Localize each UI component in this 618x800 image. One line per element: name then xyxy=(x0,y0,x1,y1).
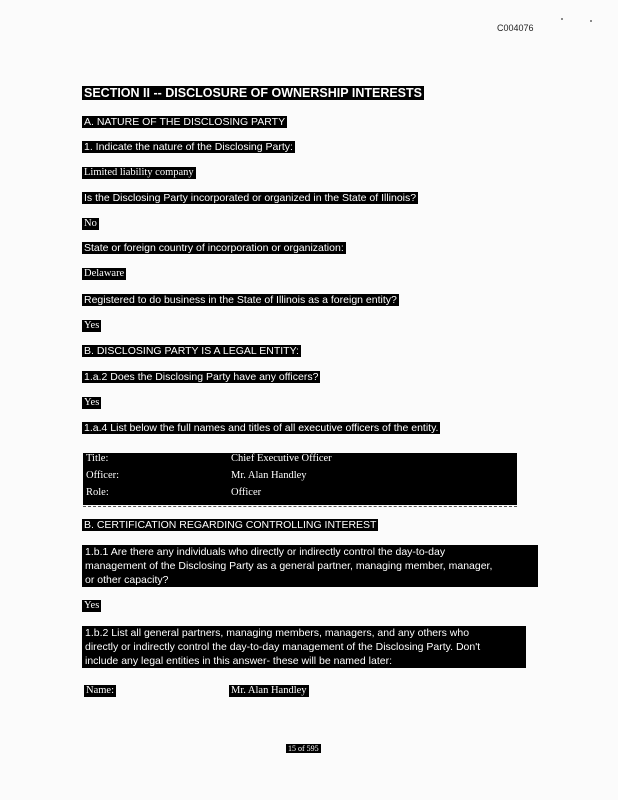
question-line: directly or indirectly control the day-to-day management of the Disclosing Party. Don't xyxy=(85,641,481,653)
question-incorporated xyxy=(82,192,418,204)
certification-heading xyxy=(82,519,378,531)
question-controlling-list xyxy=(82,626,526,668)
question-line: or other capacity? xyxy=(85,574,169,586)
question-line: 1.b.1 Are there any individuals who directly or indirectly control the day-to-day xyxy=(85,546,446,558)
section-title-text: SECTION II -- DISCLOSURE OF OWNERSHIP INTERESTS xyxy=(84,86,422,100)
question-registered xyxy=(82,294,399,306)
part-b-heading-text: B. DISCLOSING PARTY IS A LEGAL ENTITY: xyxy=(84,345,299,357)
officer-table xyxy=(83,453,517,505)
page-number: 15 of 595 xyxy=(288,744,319,753)
officer-row-role xyxy=(86,487,517,501)
question-state xyxy=(82,242,346,254)
table-divider xyxy=(83,506,517,507)
answer-controlling-individuals-text: Yes xyxy=(84,600,100,611)
question-officers xyxy=(82,371,320,383)
name-value-text: Mr. Alan Handley xyxy=(231,685,307,696)
scan-speck xyxy=(561,18,563,20)
answer-incorporated xyxy=(82,218,99,230)
answer-officers-text: Yes xyxy=(84,397,100,408)
part-b-heading xyxy=(82,345,301,357)
officer-title-value: Chief Executive Officer xyxy=(231,453,332,464)
question-officers-text: 1.a.2 Does the Disclosing Party have any officers? xyxy=(84,371,319,383)
question-line: include any legal entities in this answer- these will be named later: xyxy=(85,655,392,667)
answer-controlling-individuals xyxy=(82,600,101,612)
question-nature xyxy=(82,141,295,153)
name-label xyxy=(84,685,116,697)
officer-role-value: Officer xyxy=(231,487,262,498)
question-line: management of the Disclosing Party as a general partner, managing member, manager, xyxy=(85,560,493,572)
answer-registered xyxy=(82,320,101,332)
part-a-heading xyxy=(82,116,287,128)
scan-speck xyxy=(590,20,592,22)
document-id: C004076 xyxy=(497,23,534,33)
section-title xyxy=(82,86,424,100)
question-state-text: State or foreign country of incorporation or organization: xyxy=(84,242,344,254)
name-value xyxy=(229,685,309,697)
answer-nature xyxy=(82,167,196,179)
question-officer-list-text: 1.a.4 List below the full names and titles of all executive officers of the entity. xyxy=(84,422,439,434)
answer-officers xyxy=(82,397,101,409)
part-a-heading-text: A. NATURE OF THE DISCLOSING PARTY xyxy=(84,116,286,128)
question-nature-text: 1. Indicate the nature of the Disclosing Party: xyxy=(84,141,293,153)
officer-name-label: Officer: xyxy=(86,470,120,481)
answer-state xyxy=(82,268,126,280)
question-registered-text: Registered to do business in the State of Illinois as a foreign entity? xyxy=(84,294,397,306)
officer-name-value: Mr. Alan Handley xyxy=(231,470,307,481)
answer-incorporated-text: No xyxy=(84,218,97,229)
answer-registered-text: Yes xyxy=(84,320,100,331)
answer-nature-text: Limited liability company xyxy=(84,167,194,178)
question-line: 1.b.2 List all general partners, managing members, managers, and any others who xyxy=(85,627,470,639)
question-controlling-individuals xyxy=(82,545,538,587)
question-officer-list xyxy=(82,422,440,434)
answer-state-text: Delaware xyxy=(84,268,125,279)
officer-row-title xyxy=(86,453,517,467)
officer-title-label: Title: xyxy=(86,453,109,464)
officer-role-label: Role: xyxy=(86,487,109,498)
officer-row-name xyxy=(86,470,517,484)
name-label-text: Name: xyxy=(86,685,114,696)
question-incorporated-text: Is the Disclosing Party incorporated or organized in the State of Illinois? xyxy=(84,192,417,204)
certification-heading-text: B. CERTIFICATION REGARDING CONTROLLING INTEREST xyxy=(84,519,377,531)
